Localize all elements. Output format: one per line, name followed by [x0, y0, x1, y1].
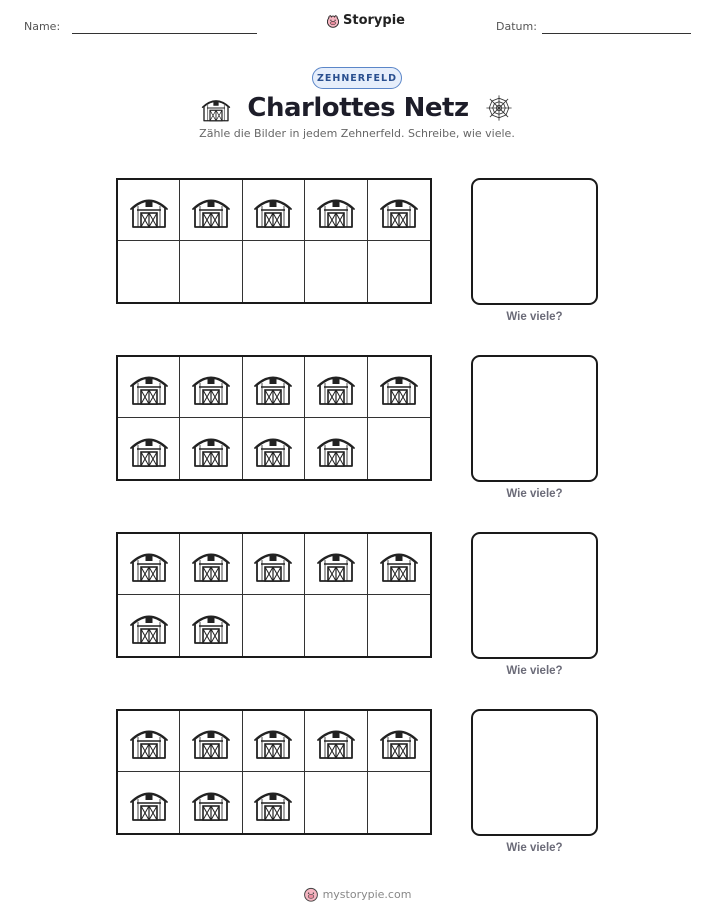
barn-icon: [129, 367, 169, 407]
ten-frame-cell: [118, 357, 180, 418]
page-title: Charlottes Netz: [247, 93, 469, 123]
barn-icon: [129, 721, 169, 761]
pig-icon: [303, 886, 319, 902]
barn-icon: [253, 783, 293, 823]
barn-icon: [379, 190, 419, 230]
ten-frame-cell: [243, 711, 305, 772]
ten-frame-cell: [118, 180, 180, 241]
topic-badge: ZEHNERFELD: [312, 67, 402, 89]
ten-frame-cell: [118, 595, 180, 656]
instructions: Zähle die Bilder in jedem Zehnerfeld. Schreibe, wie viele.: [199, 127, 515, 140]
ten-frame-cell: [243, 357, 305, 418]
ten-frame-cell: [180, 357, 242, 418]
ten-frame-cell: [243, 180, 305, 241]
answer-box[interactable]: [471, 709, 598, 836]
ten-frame-cell: [118, 418, 180, 479]
barn-icon: [191, 783, 231, 823]
barn-icon: [129, 606, 169, 646]
ten-frame-cell: [368, 418, 430, 479]
ten-frame-cell: [180, 534, 242, 595]
ten-frame-cell: [305, 180, 367, 241]
spider-web-icon: [485, 94, 513, 122]
date-line[interactable]: [542, 33, 691, 34]
answer-box[interactable]: [471, 532, 598, 659]
footer: [0, 886, 714, 902]
brand-logo: [326, 13, 405, 28]
ten-frame-cell: [368, 241, 430, 302]
ten-frame-cell: [118, 772, 180, 833]
barn-icon: [201, 93, 231, 123]
barn-icon: [191, 429, 231, 469]
ten-frame-cell: [368, 180, 430, 241]
brand-name: Storypie: [343, 13, 405, 28]
barn-icon: [191, 367, 231, 407]
barn-icon: [379, 367, 419, 407]
ten-frame-cell: [243, 534, 305, 595]
answer-box[interactable]: [471, 178, 598, 305]
barn-icon: [129, 429, 169, 469]
ten-frame-cell: [118, 534, 180, 595]
answer-box[interactable]: [471, 355, 598, 482]
barn-icon: [191, 606, 231, 646]
barn-icon: [129, 783, 169, 823]
how-many-label: Wie viele?: [506, 311, 563, 323]
ten-frame: [116, 178, 432, 304]
ten-frame-cell: [305, 357, 367, 418]
ten-frame-cell: [180, 595, 242, 656]
barn-icon: [379, 544, 419, 584]
ten-frame-cell: [368, 772, 430, 833]
ten-frame-cell: [118, 711, 180, 772]
ten-frame-cell: [368, 711, 430, 772]
ten-frame-cell: [305, 418, 367, 479]
ten-frame-cell: [368, 357, 430, 418]
barn-icon: [191, 190, 231, 230]
ten-frame-cell: [305, 534, 367, 595]
ten-frame-cell: [305, 711, 367, 772]
ten-frame-cell: [180, 772, 242, 833]
barn-icon: [316, 190, 356, 230]
barn-icon: [316, 721, 356, 761]
ten-frame-cell: [243, 595, 305, 656]
ten-frame-cell: [243, 772, 305, 833]
barn-icon: [253, 190, 293, 230]
barn-icon: [129, 544, 169, 584]
ten-frame-cell: [180, 418, 242, 479]
ten-frame: [116, 532, 432, 658]
name-label: Name:: [24, 20, 61, 33]
barn-icon: [253, 544, 293, 584]
ten-frame-cell: [243, 241, 305, 302]
ten-frame-cell: [180, 180, 242, 241]
how-many-label: Wie viele?: [506, 665, 563, 677]
ten-frame-cell: [180, 711, 242, 772]
ten-frame-cell: [118, 241, 180, 302]
ten-frame-cell: [305, 772, 367, 833]
ten-frame: [116, 709, 432, 835]
ten-frame-cell: [180, 241, 242, 302]
footer-url[interactable]: mystorypie.com: [322, 887, 412, 901]
ten-frame-cell: [368, 534, 430, 595]
barn-icon: [253, 429, 293, 469]
how-many-label: Wie viele?: [506, 842, 563, 854]
pig-icon: [326, 14, 340, 28]
name-line[interactable]: [72, 33, 257, 34]
title-row: [0, 92, 714, 124]
barn-icon: [316, 429, 356, 469]
barn-icon: [253, 367, 293, 407]
how-many-label: Wie viele?: [506, 488, 563, 500]
barn-icon: [316, 367, 356, 407]
date-label: Datum:: [496, 20, 537, 33]
ten-frame-cell: [368, 595, 430, 656]
ten-frame-cell: [305, 595, 367, 656]
ten-frame-cell: [305, 241, 367, 302]
barn-icon: [191, 721, 231, 761]
barn-icon: [191, 544, 231, 584]
ten-frame-cell: [243, 418, 305, 479]
ten-frame: [116, 355, 432, 481]
barn-icon: [316, 544, 356, 584]
barn-icon: [253, 721, 293, 761]
barn-icon: [379, 721, 419, 761]
barn-icon: [129, 190, 169, 230]
